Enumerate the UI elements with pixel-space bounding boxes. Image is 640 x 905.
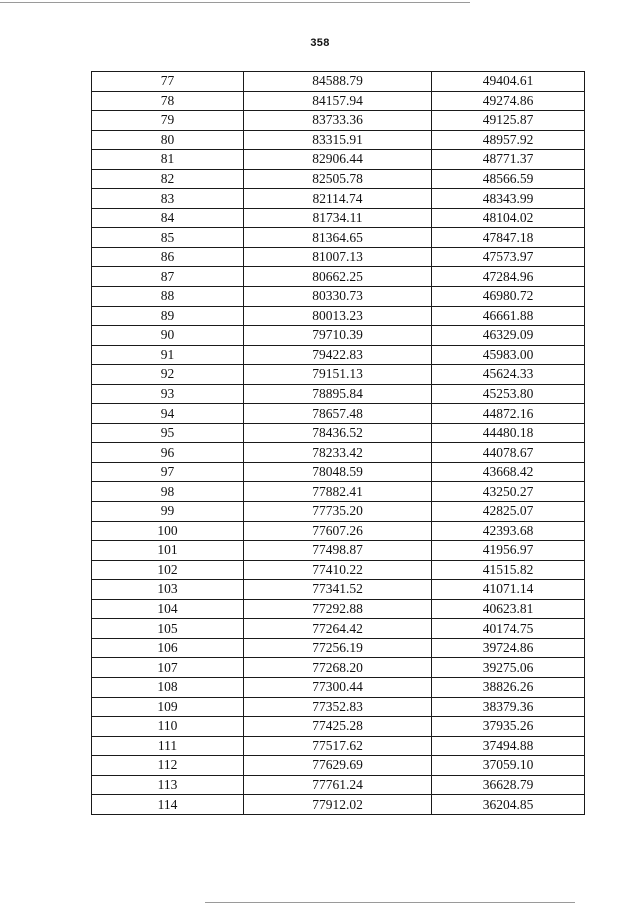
row-index-cell: 89	[92, 306, 244, 326]
value-a-cell: 77498.87	[244, 541, 432, 561]
row-index-cell: 109	[92, 697, 244, 717]
row-index-cell: 96	[92, 443, 244, 463]
value-b-cell: 39724.86	[432, 638, 585, 658]
table-row	[92, 326, 585, 346]
row-index-cell: 92	[92, 365, 244, 385]
value-a-cell: 77912.02	[244, 795, 432, 815]
value-b-cell: 48957.92	[432, 130, 585, 150]
value-a-cell: 77410.22	[244, 560, 432, 580]
value-b-cell: 42393.68	[432, 521, 585, 541]
table-row	[92, 306, 585, 326]
value-a-cell: 84157.94	[244, 91, 432, 111]
table-row	[92, 267, 585, 287]
value-a-cell: 82906.44	[244, 150, 432, 170]
table-row	[92, 365, 585, 385]
table-row	[92, 482, 585, 502]
value-a-cell: 77607.26	[244, 521, 432, 541]
value-b-cell: 45624.33	[432, 365, 585, 385]
value-b-cell: 36204.85	[432, 795, 585, 815]
value-b-cell: 47847.18	[432, 228, 585, 248]
value-a-cell: 81734.11	[244, 208, 432, 228]
value-a-cell: 80013.23	[244, 306, 432, 326]
value-b-cell: 49125.87	[432, 111, 585, 131]
value-a-cell: 79710.39	[244, 326, 432, 346]
table-row	[92, 91, 585, 111]
table-row	[92, 130, 585, 150]
table-row	[92, 521, 585, 541]
row-index-cell: 91	[92, 345, 244, 365]
row-index-cell: 110	[92, 717, 244, 737]
row-index-cell: 79	[92, 111, 244, 131]
value-b-cell: 37059.10	[432, 756, 585, 776]
row-index-cell: 83	[92, 189, 244, 209]
table-row	[92, 795, 585, 815]
table-row	[92, 775, 585, 795]
value-a-cell: 81364.65	[244, 228, 432, 248]
value-b-cell: 38826.26	[432, 677, 585, 697]
table-row	[92, 697, 585, 717]
scan-edge-line-top	[0, 2, 470, 3]
value-b-cell: 37935.26	[432, 717, 585, 737]
row-index-cell: 113	[92, 775, 244, 795]
row-index-cell: 87	[92, 267, 244, 287]
row-index-cell: 84	[92, 208, 244, 228]
value-b-cell: 39275.06	[432, 658, 585, 678]
table-row	[92, 580, 585, 600]
row-index-cell: 99	[92, 502, 244, 522]
value-b-cell: 47573.97	[432, 247, 585, 267]
value-b-cell: 37494.88	[432, 736, 585, 756]
value-b-cell: 40174.75	[432, 619, 585, 639]
row-index-cell: 78	[92, 91, 244, 111]
page-number: 358	[310, 37, 330, 49]
table-row	[92, 111, 585, 131]
row-index-cell: 95	[92, 423, 244, 443]
table-row	[92, 560, 585, 580]
table-row	[92, 247, 585, 267]
value-b-cell: 48566.59	[432, 169, 585, 189]
value-b-cell: 48104.02	[432, 208, 585, 228]
value-a-cell: 77517.62	[244, 736, 432, 756]
value-a-cell: 78895.84	[244, 384, 432, 404]
scan-edge-line-bottom	[205, 902, 575, 903]
table-row	[92, 658, 585, 678]
value-b-cell: 48771.37	[432, 150, 585, 170]
value-a-cell: 83315.91	[244, 130, 432, 150]
row-index-cell: 114	[92, 795, 244, 815]
value-b-cell: 42825.07	[432, 502, 585, 522]
table-row	[92, 443, 585, 463]
value-b-cell: 43250.27	[432, 482, 585, 502]
value-b-cell: 40623.81	[432, 599, 585, 619]
row-index-cell: 77	[92, 72, 244, 92]
value-b-cell: 46329.09	[432, 326, 585, 346]
value-a-cell: 77300.44	[244, 677, 432, 697]
value-a-cell: 78233.42	[244, 443, 432, 463]
value-a-cell: 82505.78	[244, 169, 432, 189]
table-row	[92, 404, 585, 424]
row-index-cell: 97	[92, 462, 244, 482]
table-row	[92, 599, 585, 619]
value-b-cell: 45983.00	[432, 345, 585, 365]
value-b-cell: 41515.82	[432, 560, 585, 580]
value-a-cell: 77735.20	[244, 502, 432, 522]
value-a-cell: 78436.52	[244, 423, 432, 443]
value-b-cell: 43668.42	[432, 462, 585, 482]
value-b-cell: 45253.80	[432, 384, 585, 404]
row-index-cell: 102	[92, 560, 244, 580]
value-a-cell: 77425.28	[244, 717, 432, 737]
value-a-cell: 80662.25	[244, 267, 432, 287]
value-a-cell: 83733.36	[244, 111, 432, 131]
value-a-cell: 84588.79	[244, 72, 432, 92]
value-b-cell: 38379.36	[432, 697, 585, 717]
value-b-cell: 44872.16	[432, 404, 585, 424]
table-row	[92, 619, 585, 639]
table-row	[92, 756, 585, 776]
table-row	[92, 638, 585, 658]
row-index-cell: 103	[92, 580, 244, 600]
row-index-cell: 86	[92, 247, 244, 267]
table-row	[92, 169, 585, 189]
row-index-cell: 111	[92, 736, 244, 756]
row-index-cell: 93	[92, 384, 244, 404]
table-row	[92, 384, 585, 404]
value-a-cell: 77761.24	[244, 775, 432, 795]
table-row	[92, 345, 585, 365]
row-index-cell: 90	[92, 326, 244, 346]
row-index-cell: 85	[92, 228, 244, 248]
value-a-cell: 79151.13	[244, 365, 432, 385]
value-b-cell: 46661.88	[432, 306, 585, 326]
table-row	[92, 189, 585, 209]
row-index-cell: 106	[92, 638, 244, 658]
value-a-cell: 77352.83	[244, 697, 432, 717]
table-row	[92, 736, 585, 756]
row-index-cell: 82	[92, 169, 244, 189]
row-index-cell: 94	[92, 404, 244, 424]
table-row	[92, 502, 585, 522]
value-a-cell: 78657.48	[244, 404, 432, 424]
value-a-cell: 78048.59	[244, 462, 432, 482]
value-a-cell: 77882.41	[244, 482, 432, 502]
table-row	[92, 677, 585, 697]
value-b-cell: 41956.97	[432, 541, 585, 561]
table-row	[92, 541, 585, 561]
value-a-cell: 80330.73	[244, 287, 432, 307]
table-row	[92, 208, 585, 228]
table-row	[92, 717, 585, 737]
value-a-cell: 81007.13	[244, 247, 432, 267]
value-b-cell: 44480.18	[432, 423, 585, 443]
row-index-cell: 98	[92, 482, 244, 502]
row-index-cell: 112	[92, 756, 244, 776]
table-row	[92, 150, 585, 170]
row-index-cell: 81	[92, 150, 244, 170]
value-a-cell: 77341.52	[244, 580, 432, 600]
row-index-cell: 80	[92, 130, 244, 150]
value-a-cell: 77256.19	[244, 638, 432, 658]
value-b-cell: 41071.14	[432, 580, 585, 600]
row-index-cell: 100	[92, 521, 244, 541]
table-row	[92, 423, 585, 443]
data-table	[91, 71, 585, 815]
data-table-body	[92, 72, 585, 815]
value-a-cell: 77629.69	[244, 756, 432, 776]
value-b-cell: 36628.79	[432, 775, 585, 795]
table-row	[92, 228, 585, 248]
value-a-cell: 77292.88	[244, 599, 432, 619]
row-index-cell: 104	[92, 599, 244, 619]
row-index-cell: 101	[92, 541, 244, 561]
table-row	[92, 287, 585, 307]
row-index-cell: 88	[92, 287, 244, 307]
row-index-cell: 107	[92, 658, 244, 678]
value-b-cell: 48343.99	[432, 189, 585, 209]
value-b-cell: 44078.67	[432, 443, 585, 463]
value-a-cell: 79422.83	[244, 345, 432, 365]
value-a-cell: 77264.42	[244, 619, 432, 639]
value-b-cell: 49404.61	[432, 72, 585, 92]
value-b-cell: 46980.72	[432, 287, 585, 307]
value-b-cell: 47284.96	[432, 267, 585, 287]
value-a-cell: 82114.74	[244, 189, 432, 209]
row-index-cell: 108	[92, 677, 244, 697]
value-b-cell: 49274.86	[432, 91, 585, 111]
row-index-cell: 105	[92, 619, 244, 639]
table-row	[92, 462, 585, 482]
value-a-cell: 77268.20	[244, 658, 432, 678]
table-row	[92, 72, 585, 92]
